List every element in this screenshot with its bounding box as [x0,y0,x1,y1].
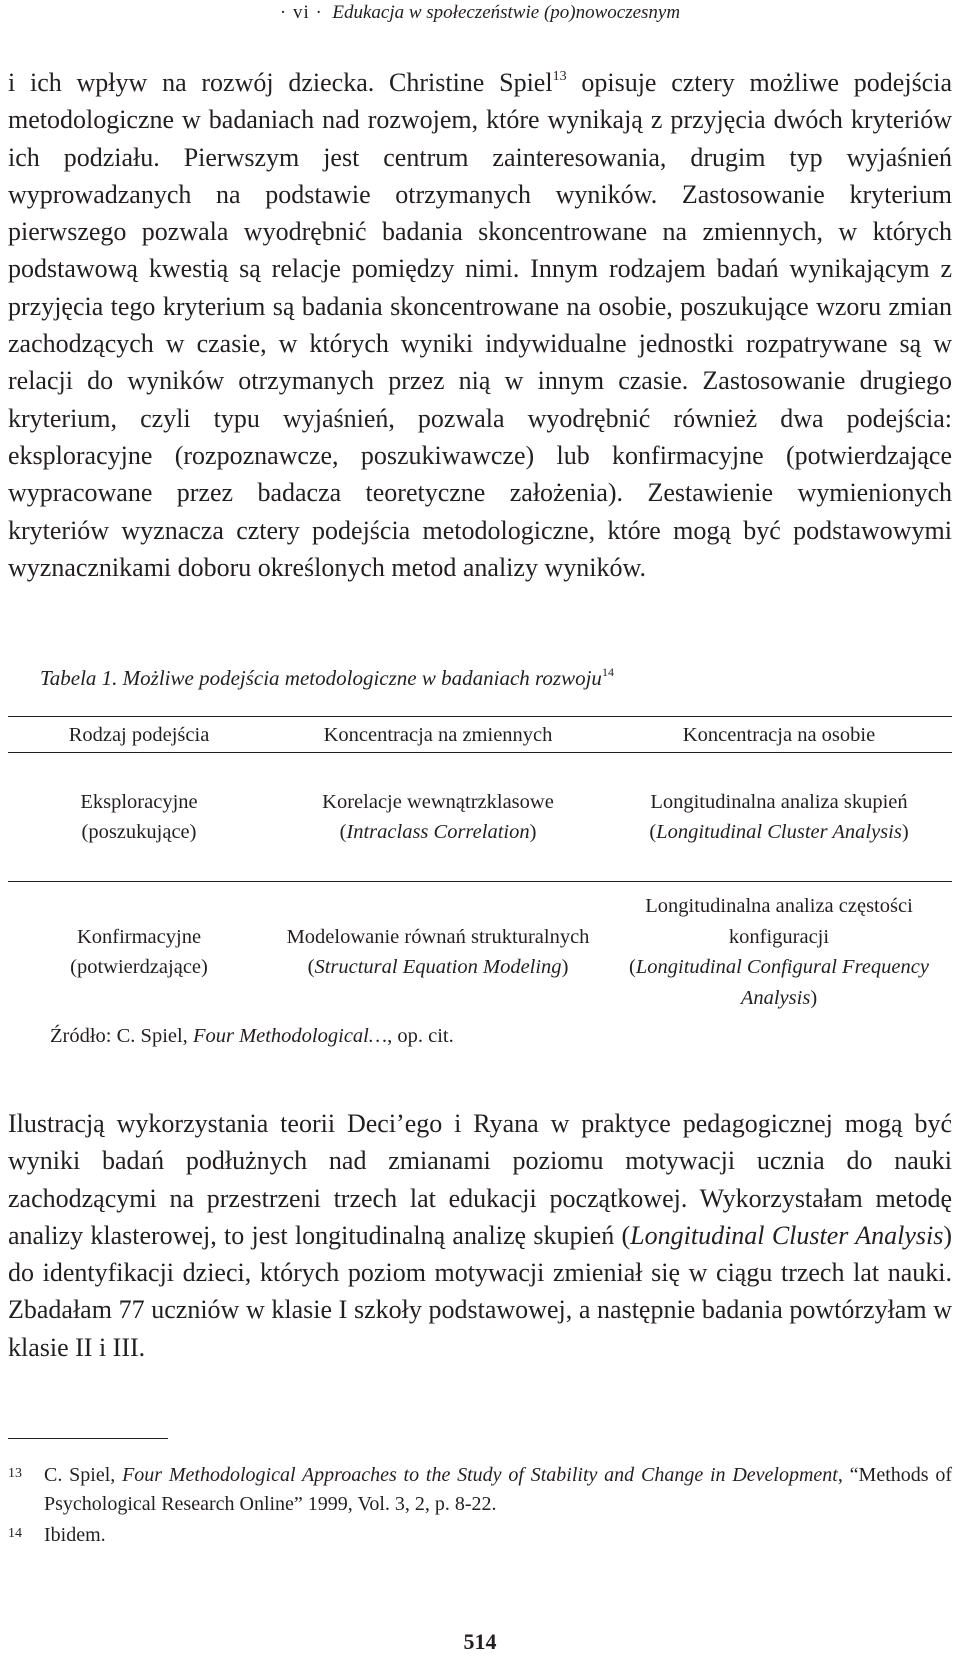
method-name-pl: Longitudinalna analiza częstości konfiguracji [645,895,913,948]
header-person-focus: Koncentracja na osobie [606,717,952,753]
footnote-text [44,1461,952,1519]
footnote-number: 14 [8,1526,22,1541]
method-name-en: Longitudinal Configural Frequency Analysis [635,956,929,1009]
method-name-pl: Modelowanie równań strukturalnych [286,925,590,948]
source-suffix: , op. cit. [387,1025,454,1047]
footnote-14 [8,1521,952,1550]
approach-gloss: (poszukujące) [81,821,197,843]
approach-name: Konfirmacyjne [76,925,202,948]
table-row [8,753,952,882]
method-name-en: Longitudinal Cluster Analysis [656,821,902,843]
paragraph-2-italic: Longitudinal Cluster Analysis [630,1220,944,1250]
paragraph-1 [8,64,952,586]
table-header-row [8,717,952,753]
footnote-text: Ibidem. [44,1524,106,1546]
paragraph-2 [8,1105,952,1366]
running-title: Edukacja w społeczeństwie (po)nowoczesnym [332,2,681,23]
source-work: Four Methodological… [192,1025,388,1047]
approach-name: Eksploracyjne [80,790,198,813]
header-approach-type: Rodzaj podejścia [8,717,270,753]
table-caption-text: Tabela 1. Możliwe podejścia metodologiczne w badaniach rozwoju [40,666,602,690]
table-caption [40,664,614,692]
cell-variables-method: Modelowanie równań strukturalnych (Structural Equation Modeling) [286,925,590,978]
footnote-author: C. Spiel, [44,1464,123,1486]
paragraph-2-part1: Ilustracją wykorzystania teorii Deci’ego i Ryana w praktyce pedagogicznej mogą być wyniki badań podłużnych nad zmianami poziomu motywacji ucznia do nauki zachodzącymi na przestrzeni trzech lat edukacji początkowej. Wykorzystałam metodę analizy klasterowej, to jest longitudinalną analizę skupień ( [8,1109,952,1250]
method-name-en: Structural Equation Modeling [314,956,562,978]
running-head [0,0,960,26]
header-variables-focus: Koncentracja na zmiennych [270,717,606,753]
footnote-ref-13[interactable]: 13 [552,69,567,84]
page-number: 514 [463,1629,497,1654]
footnote-number: 13 [8,1466,22,1481]
cell-person-method: Longitudinalna analiza skupień (Longitudinal Cluster Analysis) [606,753,952,882]
footnote-divider [8,1438,168,1439]
footnote-work-title: Four Methodological Approaches to the Study of Stability and Change in Development [122,1464,838,1486]
cell-approach-type [8,882,270,1023]
footnote-ref-14[interactable]: 14 [601,665,614,679]
footnote-13 [8,1461,952,1519]
approach-gloss: (potwierdzające) [70,956,208,978]
methods-table [8,716,952,1022]
paragraph-1-part1: i ich wpływ na rozwój dziecka. Christine Spiel [8,68,553,97]
method-name-pl: Longitudinalna analiza skupień [650,790,908,813]
method-name-en: Intraclass Correlation [346,821,530,843]
cell-approach-type [8,753,270,882]
source-prefix: Źródło: C. Spiel, [50,1025,193,1047]
table-source [50,1022,454,1050]
paragraph-2-part2: ) do identyfikacji dzieci, których poziom motywacji zmieniał się w ciągu trzech lat nauki. Zbadałam 77 uczniów w klasie I szkoły podstawowej, a następnie badania powtórzyłam w klasie II i III. [8,1220,952,1362]
cell-variables-method: Korelacje wewnątrzklasowe (Intraclass Correlation) [270,753,606,882]
paragraph-1-part2: opisuje cztery możliwe podejścia metodologiczne w badaniach nad rozwojem, które wynikają z przyjęcia dwóch kryteriów ich podziału. Pierwszym jest centrum zainteresowania, drugim typ wyjaśnień wyprowadzanych na podstawie otrzymanych wyników. Zastosowanie kryterium pierwszego pozwala wyodrębnić badania skoncentrowane na zmiennych, w których podstawową kwestią są relacje pomiędzy nimi. Innym rodzajem badań wynikającym z przyjęcia tego kryterium są badania skoncentrowane na osobie, poszukujące wzoru zmian zachodzących w czasie, w których wyniki indywidualne jednostki rozpatrywane są w relacji do wyników otrzymanych przez nią w innym czasie. Zastosowanie drugiego kryterium, czyli typu wyjaśnień, pozwala wyodrębnić również dwa podejścia: eksploracyjne (rozpoznawcze, poszukiwawcze) lub konfirmacyjne (potwierdzające wypracowane przez badacza teoretyczne założenia). Zestawienie wymienionych kryteriów wyznacza cztery podejścia metodologiczne, które mogą być podstawowymi wyznacznikami doboru określonych metod analizy wyników. [8,68,952,582]
footnote-publication: , “Methods of Psychological Research Online” 1999, Vol. 3, 2, p. 8-22. [44,1464,952,1515]
cell-person-method: Longitudinalna analiza częstości konfiguracji (Longitudinal Configural Frequency Analysis) [629,895,929,1009]
section-number: · vi · [279,2,323,23]
method-name-pl: Korelacje wewnątrzklasowe [322,790,554,813]
table-row [8,882,952,1023]
